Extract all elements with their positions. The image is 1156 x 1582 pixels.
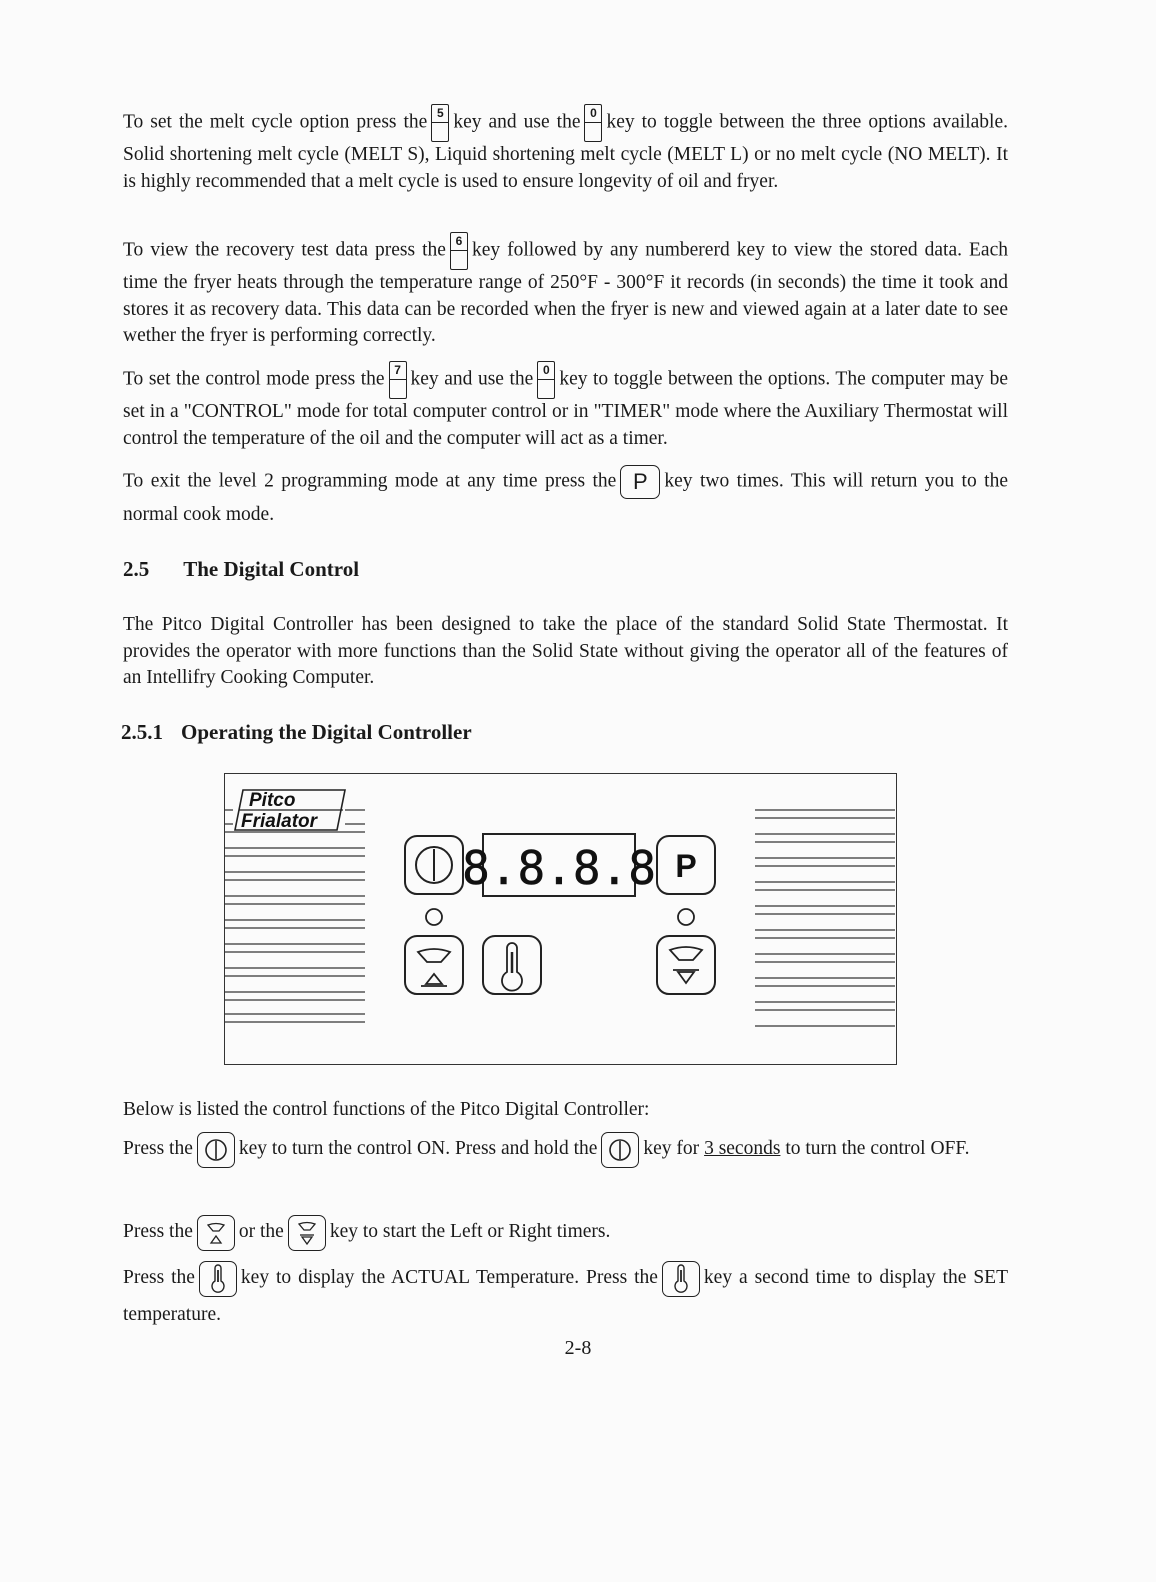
power-key-icon [405,836,463,894]
intro-paragraph: The Pitco Digital Controller has been designed to take the place of the standard Solid State Thermostat. It provides the operator with more functions than the Solid State without giving the operator all of the features of an Intellifry Cooking Computer. [123,614,1008,688]
melt-cycle-paragraph: To set the melt cycle option press the 5 key and use the 0 key to toggle between the three options available. Solid shortening melt cycle (MELT S), Liquid shortening melt cycle (MELT L) or no melt cycle (NO MELT). It is highly recommended that a melt cycle is used to ensure longevity of oil and fryer. [123,106,1008,192]
display-digits: 8.8.8.8 [462,841,656,895]
logo-line2: Frialator [241,811,318,832]
page-number: 2-8 [564,1337,592,1359]
exit-mode-paragraph: To exit the level 2 programming mode at any time press the P key two times. This will return you to the normal cook mode. [123,465,1008,531]
left-vent-lines [225,810,365,1022]
key-6-icon: 6 [450,232,468,270]
right-vent-lines [755,810,895,1026]
timer-function-paragraph: Press the or the key to start the Left or Right timers. [123,1214,1008,1251]
section-heading: 2.5 The Digital Control [123,557,360,581]
key-5-icon: 5 [431,104,449,142]
pitco-logo [233,790,345,832]
thermometer-key-icon [483,936,541,994]
key-0-icon: 0 [584,104,602,142]
power-function-paragraph: Press the key to turn the control ON. Press and hold the key for 3 seconds to turn the control OFF. [123,1131,1008,1168]
subsection-heading: 2.5.1 Operating the Digital Controller [121,720,472,744]
left-indicator-light-icon [426,909,442,925]
functions-intro: Below is listed the control functions of the Pitco Digital Controller: [123,1099,650,1120]
controller-panel-diagram [224,773,897,1065]
right-indicator-light-icon [678,909,694,925]
power-key-icon [601,1132,639,1168]
logo-line1: Pitco [249,790,296,811]
key-0-icon: 0 [537,361,555,399]
controller-panel-drawing [225,774,898,1066]
temperature-function-paragraph: Press the key to display the ACTUAL Temperature. Press the key a second time to display the SET temperature. [123,1260,1008,1333]
power-key-icon [197,1132,235,1168]
digital-display [462,834,656,896]
left-timer-key-icon [405,936,463,994]
p-key-icon: P [620,465,660,499]
thermometer-key-icon [662,1261,700,1297]
recovery-data-paragraph: To view the recovery test data press the 6 key followed by any numbererd key to view the stored data. Each time the fryer heats through the temperature range of 250°F - 300°F it records (in seconds) the time it took and stores it as recovery data. This data can be recorded when the fryer is new and viewed again at a later date to see wether the fryer is performing correctly. [123,234,1008,346]
duration-text: 3 seconds [704,1138,781,1159]
program-key-icon [657,836,715,894]
left-timer-key-icon [197,1215,235,1251]
right-timer-key-icon [657,936,715,994]
control-mode-paragraph: To set the control mode press the 7 key and use the 0 key to toggle between the options. The computer may be set in a "CONTROL" mode for total computer control or in "TIMER" mode where the Auxiliary Thermostat will control the temperature of the oil and the computer will act as a timer. [123,363,1008,449]
key-7-icon: 7 [389,361,407,399]
p-key-label: P [675,848,697,884]
thermometer-key-icon [199,1261,237,1297]
right-timer-key-icon [288,1215,326,1251]
